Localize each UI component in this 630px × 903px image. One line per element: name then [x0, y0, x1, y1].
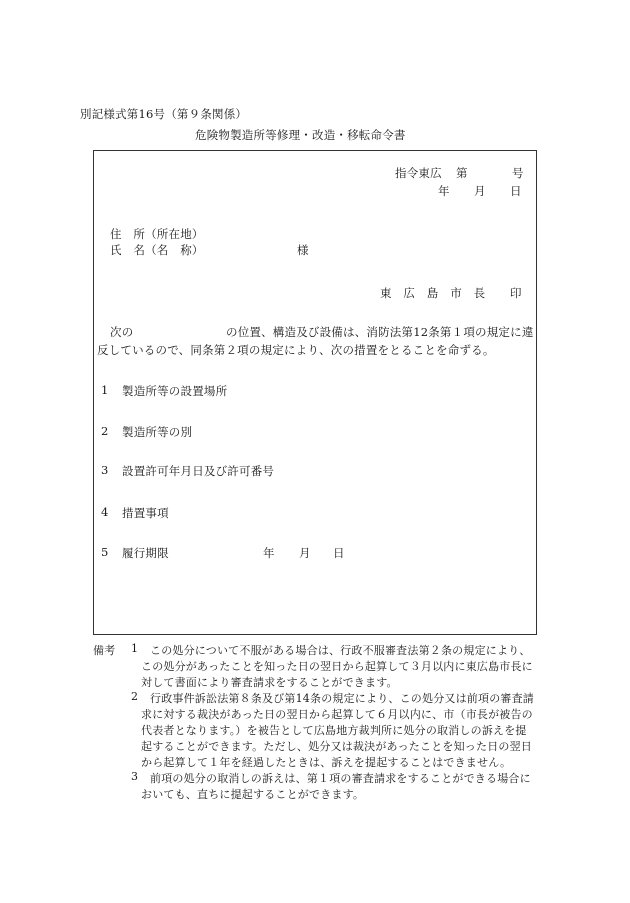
note-3-line1: 前項の処分の取消しの訴えは、第１項の審査請求をすることができる場合に [150, 772, 531, 785]
honorific-sama: 様 [297, 243, 309, 257]
note-1-number: 1 [131, 642, 139, 655]
address-label: 住 所（所在地） [110, 227, 204, 241]
note-2-line4: 起することができます。ただし、処分又は裁決があったことを知った日の翌日 [141, 740, 533, 753]
deadline-month: 月 [299, 546, 311, 560]
date-year: 年 [438, 184, 450, 198]
note-1-line1: この処分について不服がある場合は、行政不服審査法第２条の規定により、 [150, 644, 531, 657]
note-1-line2: この処分があったことを知った日の翌日から起算して３月以内に東広島市長に [141, 660, 533, 673]
note-3-line2: おいても、直ちに提起することができます。 [141, 788, 365, 801]
note-3-number: 3 [131, 770, 139, 783]
form-number-label: 別記様式第16号（第９条関係） [80, 107, 248, 121]
item-5-label: 履行期限 [122, 546, 169, 560]
item-5-number: 5 [101, 545, 109, 559]
body-line1-prefix: 次の [110, 325, 134, 339]
order-number-prefix: 指令東広 [395, 166, 442, 180]
note-2-line1: 行政事件訴訟法第８条及び第14条の規定により、この処分又は前項の審査請 [150, 692, 534, 705]
notes-heading: 備考 [93, 644, 116, 657]
item-3-number: 3 [101, 463, 109, 477]
date-day: 日 [510, 184, 522, 198]
document-title: 危険物製造所等修理・改造・移転命令書 [195, 128, 406, 142]
item-4-number: 4 [101, 505, 109, 519]
item-2-number: 2 [101, 424, 109, 438]
order-number-dai: 第 [456, 166, 468, 180]
item-1-number: 1 [101, 383, 109, 397]
note-2-line3: 代表者となります。）を被告として広島地方裁判所に処分の取消しの訴えを提 [141, 724, 527, 737]
note-2-line5: から起算して１年を経過したときは、訴えを提起することはできません。 [141, 756, 512, 769]
item-3-label: 設置許可年月日及び許可番号 [122, 464, 275, 478]
item-4-label: 措置事項 [122, 506, 169, 520]
item-1-label: 製造所等の設置場所 [122, 384, 228, 398]
issuer-name: 東 広 島 市 長 [380, 286, 486, 300]
order-number-go: 号 [512, 166, 524, 180]
body-line1-suffix: の位置、構造及び設備は、消防法第12条第１項の規定に違 [226, 325, 534, 339]
name-label: 氏 名（名 称） [110, 243, 204, 257]
deadline-year: 年 [263, 546, 275, 560]
body-line2: 反しているので、同条第２項の規定により、次の措置をとることを命ずる。 [97, 343, 495, 357]
date-month: 月 [474, 184, 486, 198]
item-2-label: 製造所等の別 [122, 425, 193, 439]
deadline-day: 日 [333, 546, 345, 560]
note-2-number: 2 [131, 690, 139, 703]
note-1-line3: 対して書面により審査請求をすることができます。 [141, 676, 398, 689]
note-2-line2: 求に対する裁決があった日の翌日から起算して６月以内に、市（市長が被告の [141, 708, 533, 721]
seal-mark: 印 [510, 286, 522, 300]
